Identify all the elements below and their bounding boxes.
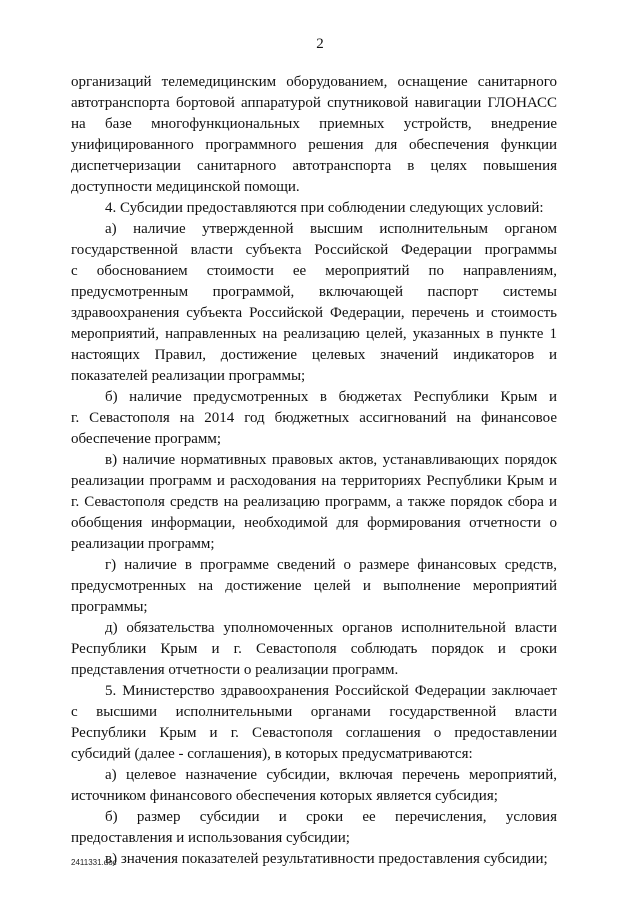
text-line: б) наличие предусмотренных в бюджетах Республики Крым и (105, 389, 557, 405)
text-line: государственной власти субъекта Российской Федерации программы (71, 242, 557, 258)
text-line: настоящих Правил, достижение целевых значений индикаторов и (71, 347, 557, 363)
document-body (71, 72, 557, 870)
text-line: предусмотренным программой, включающей паспорт системы (71, 284, 557, 300)
text-line: обобщения информации, необходимой для формирования отчетности о (71, 515, 557, 531)
text-line: 4. Субсидии предоставляются при соблюдении следующих условий: (105, 200, 544, 216)
text-line: источником финансового обеспечения которых является субсидия; (71, 788, 498, 804)
text-line: д) обязательства уполномоченных органов исполнительной власти (105, 620, 557, 636)
text-line: реализации программ; (71, 536, 215, 552)
text-line: 5. Министерство здравоохранения Российской Федерации заключает (105, 683, 557, 699)
text-line: диспетчеризации санитарного автотранспорта в целях повышения (71, 158, 557, 174)
text-line: а) целевое назначение субсидии, включая перечень мероприятий, (105, 767, 557, 783)
text-line: б) размер субсидии и сроки ее перечисления, условия (105, 809, 557, 825)
file-name-footer: 2411331.doc (71, 858, 117, 867)
text-line: предоставления и использования субсидии; (71, 830, 350, 846)
page-number: 2 (316, 36, 324, 52)
text-line: представления отчетности о реализации программ. (71, 662, 399, 678)
text-line: обеспечение программ; (71, 431, 222, 447)
text-line: Республики Крым и г. Севастополя соглашения о предоставлении (71, 725, 557, 741)
text-line: унифицированного программного решения для обеспечения функции (71, 137, 557, 153)
text-line: г) наличие в программе сведений о размере финансовых средств, (105, 557, 557, 573)
text-line: с высшими исполнительными органами государственной власти (71, 704, 557, 720)
text-line: мероприятий, направленных на реализацию целей, указанных в пункте 1 (71, 326, 557, 342)
text-line: в) наличие нормативных правовых актов, устанавливающих порядок (105, 452, 557, 468)
text-line: а) наличие утвержденной высшим исполнительным органом (105, 221, 557, 237)
text-line: организаций телемедицинским оборудованием, оснащение санитарного (71, 74, 557, 90)
text-line: предусмотренных на достижение целей и выполнение мероприятий (71, 578, 557, 594)
text-line: на базе многофункциональных приемных устройств, внедрение (71, 116, 557, 132)
text-line: субсидий (далее - соглашения), в которых предусматриваются: (71, 746, 473, 762)
text-line: с обоснованием стоимости ее мероприятий по направлениям, (71, 263, 557, 279)
text-line: здравоохранения субъекта Российской Федерации, перечень и стоимость (71, 305, 557, 321)
text-line: автотранспорта бортовой аппаратурой спутниковой навигации ГЛОНАСС (71, 95, 557, 111)
text-line: доступности медицинской помощи. (71, 179, 300, 195)
text-line: показателей реализации программы; (71, 368, 306, 384)
text-line: г. Севастополя средств на реализацию программ, а также порядок сбора и (71, 494, 557, 510)
text-line: программы; (71, 599, 148, 615)
text-line: в) значения показателей результативности предоставления субсидии; (105, 851, 548, 867)
text-line: реализации программ и расходования на территориях Республики Крым и (71, 473, 557, 489)
text-line: Республики Крым и г. Севастополя соблюдать порядок и сроки (71, 641, 557, 657)
text-line: г. Севастополя на 2014 год бюджетных ассигнований на финансовое (71, 410, 557, 426)
